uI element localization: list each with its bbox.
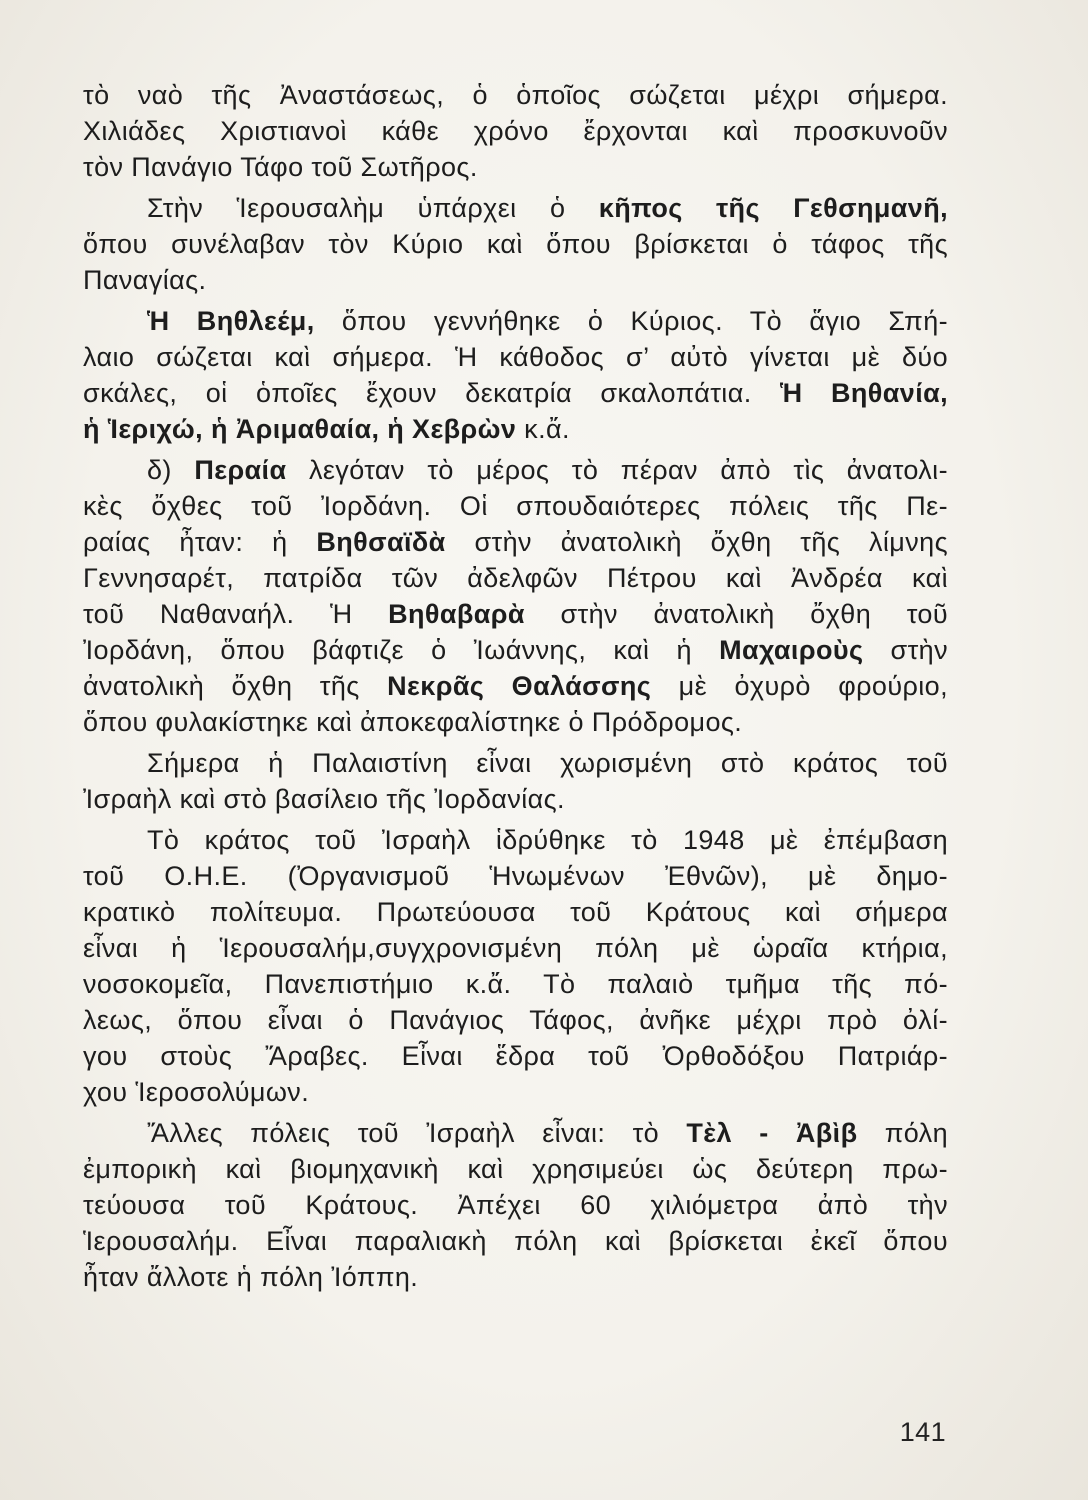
text-span: ραίας ἦταν: ἡ <box>83 527 317 557</box>
text-span: λεγόταν τὸ μέρος τὸ πέραν ἀπὸ τὶς ἀνατολι- <box>286 455 948 485</box>
bold-term: Τὲλ - Ἀβὶβ <box>686 1118 858 1148</box>
text-span: δ) <box>147 455 195 485</box>
text-span: χου Ἱεροσολύμων. <box>83 1077 310 1107</box>
bold-term: Νεκρᾶς Θαλάσσης <box>387 671 652 701</box>
text-span: ὅπου συνέλαβαν τὸν Κύριο καὶ ὅπου βρίσκεται ὁ τάφος τῆς <box>83 229 948 259</box>
paragraph <box>83 1115 948 1295</box>
text-span: τοῦ Ο.Η.Ε. (Ὀργανισμοῦ Ἡνωμένων Ἐθνῶν), μὲ δημο- <box>83 861 948 891</box>
text-span: στὴν ἀνατολικὴ ὄχθη τῆς λίμνης <box>445 527 948 557</box>
text-span: μὲ ὀχυρὸ φρούριο, <box>651 671 948 701</box>
text-line <box>83 1002 948 1038</box>
text-line <box>83 411 948 447</box>
text-line <box>83 1038 948 1074</box>
text-span: κ.ἄ. <box>516 414 570 444</box>
text-span: Γεννησαρέτ, πατρίδα τῶν ἀδελφῶν Πέτρου καὶ Ἀνδρέα καὶ <box>83 563 948 593</box>
text-span: Ἄλλες πόλεις τοῦ Ἰσραὴλ εἶναι: τὸ <box>147 1118 687 1148</box>
book-page-text <box>83 77 948 1295</box>
text-span: τὸν Πανάγιο Τάφο τοῦ Σωτῆρος. <box>83 152 478 182</box>
text-span: Παναγίας. <box>83 265 207 295</box>
text-line <box>83 781 948 817</box>
text-line <box>83 1223 948 1259</box>
text-span: Ἰσραὴλ καὶ στὸ βασίλειο τῆς Ἰορδανίας. <box>83 784 565 814</box>
text-line <box>83 1151 948 1187</box>
text-span: κρατικὸ πολίτευμα. Πρωτεύουσα τοῦ Κράτους καὶ σήμερα <box>83 897 948 927</box>
text-span: νοσοκομεῖα, Πανεπιστήμιο κ.ἄ. Τὸ παλαιὸ τμῆμα τῆς πό- <box>83 969 948 999</box>
bold-term: ἡ Ἱεριχώ, ἡ Ἀριμαθαία, ἡ Χεβρὼν <box>83 414 517 444</box>
text-line <box>83 560 948 596</box>
text-span: τοῦ Ναθαναήλ. Ἡ <box>83 599 389 629</box>
text-span: στὴν ἀνατολικὴ ὄχθη τοῦ <box>524 599 948 629</box>
bold-term: Ἡ Βηθανία, <box>780 378 949 408</box>
text-line <box>83 77 948 113</box>
bold-term: Ἡ Βηθλεέμ, <box>147 306 315 336</box>
text-span: λαιο σώζεται καὶ σήμερα. Ἡ κάθοδος σ’ αὐτὸ γίνεται μὲ δύο <box>83 342 948 372</box>
text-span: τὸ ναὸ τῆς Ἀναστάσεως, ὁ ὁποῖος σώζεται μέχρι σήμερα. <box>83 80 948 110</box>
text-line <box>83 966 948 1002</box>
text-line <box>83 668 948 704</box>
text-span: Τὸ κράτος τοῦ Ἰσραὴλ ἱδρύθηκε τὸ 1948 μὲ ἐπέμβαση <box>147 825 948 855</box>
text-line <box>83 894 948 930</box>
page-number: 141 <box>899 1417 946 1447</box>
text-line <box>83 452 948 488</box>
text-line <box>83 262 948 298</box>
text-line <box>83 596 948 632</box>
text-line <box>83 113 948 149</box>
bold-term: Μαχαιροὺς <box>719 635 864 665</box>
text-span: τεύουσα τοῦ Κράτους. Ἀπέχει 60 χιλιόμετρα ἀπὸ τὴν <box>83 1190 948 1220</box>
text-span: ὅπου φυλακίστηκε καὶ ἀποκεφαλίστηκε ὁ Πρόδρομος. <box>83 707 743 737</box>
text-span: Ἰορδάνη, ὅπου βάφτιζε ὁ Ἰωάννης, καὶ ἡ <box>83 635 720 665</box>
text-line <box>83 745 948 781</box>
text-line <box>83 339 948 375</box>
text-line <box>83 190 948 226</box>
paragraph <box>83 452 948 740</box>
text-line <box>83 1074 948 1110</box>
text-line <box>83 488 948 524</box>
text-span: Χιλιάδες Χριστιανοὶ κάθε χρόνο ἔρχονται καὶ προσκυνοῦν <box>83 116 948 146</box>
text-span: πόλη <box>857 1118 948 1148</box>
text-span: ὅπου γεννήθηκε ὁ Κύριος. Τὸ ἅγιο Σπή- <box>314 306 948 336</box>
text-span: Σήμερα ἡ Παλαιστίνη εἶναι χωρισμένη στὸ κράτος τοῦ <box>147 748 948 778</box>
text-line <box>83 930 948 966</box>
bold-term: Βηθσαϊδὰ <box>316 527 446 557</box>
text-span: ἦταν ἄλλοτε ἡ πόλη Ἰόππη. <box>83 1262 419 1292</box>
text-line <box>83 375 948 411</box>
text-line <box>83 1187 948 1223</box>
text-line <box>83 524 948 560</box>
text-line <box>83 632 948 668</box>
text-span: ἐμπορικὴ καὶ βιομηχανικὴ καὶ χρησιμεύει ὡς δεύτερη πρω- <box>83 1154 948 1184</box>
text-span: λεως, ὅπου εἶναι ὁ Πανάγιος Τάφος, ἀνῆκε μέχρι πρὸ ὀλί- <box>83 1005 948 1035</box>
text-span: εἶναι ἡ Ἱερουσαλήμ,συγχρονισμένη πόλη μὲ ὡραῖα κτήρια, <box>83 933 948 963</box>
bold-term: κῆπος τῆς Γεθσημανῆ, <box>598 193 948 223</box>
text-span: στὴν <box>863 635 948 665</box>
paragraph <box>83 303 948 447</box>
text-span: γου στοὺς Ἄραβες. Εἶναι ἕδρα τοῦ Ὀρθοδόξου Πατριάρ- <box>83 1041 948 1071</box>
text-line <box>83 858 948 894</box>
text-line <box>83 226 948 262</box>
bold-term: Περαία <box>194 455 287 485</box>
text-line <box>83 704 948 740</box>
paragraph <box>83 745 948 817</box>
paragraph <box>83 822 948 1110</box>
bold-term: Βηθαβαρὰ <box>388 599 525 629</box>
text-line <box>83 1259 948 1295</box>
text-span: σκάλες, οἱ ὁποῖες ἔχουν δεκατρία σκαλοπάτια. <box>83 378 781 408</box>
text-line <box>83 303 948 339</box>
text-line <box>83 822 948 858</box>
text-span: ἀνατολικὴ ὄχθη τῆς <box>83 671 388 701</box>
text-span: κὲς ὄχθες τοῦ Ἰορδάνη. Οἱ σπουδαιότερες πόλεις τῆς Πε- <box>83 491 948 521</box>
text-line <box>83 1115 948 1151</box>
text-span: Ἱερουσαλήμ. Εἶναι παραλιακὴ πόλη καὶ βρίσκεται ἐκεῖ ὅπου <box>83 1226 948 1256</box>
paragraph <box>83 77 948 185</box>
text-span: Στὴν Ἱερουσαλὴμ ὑπάρχει ὁ <box>147 193 599 223</box>
paragraph <box>83 190 948 298</box>
text-line <box>83 149 948 185</box>
